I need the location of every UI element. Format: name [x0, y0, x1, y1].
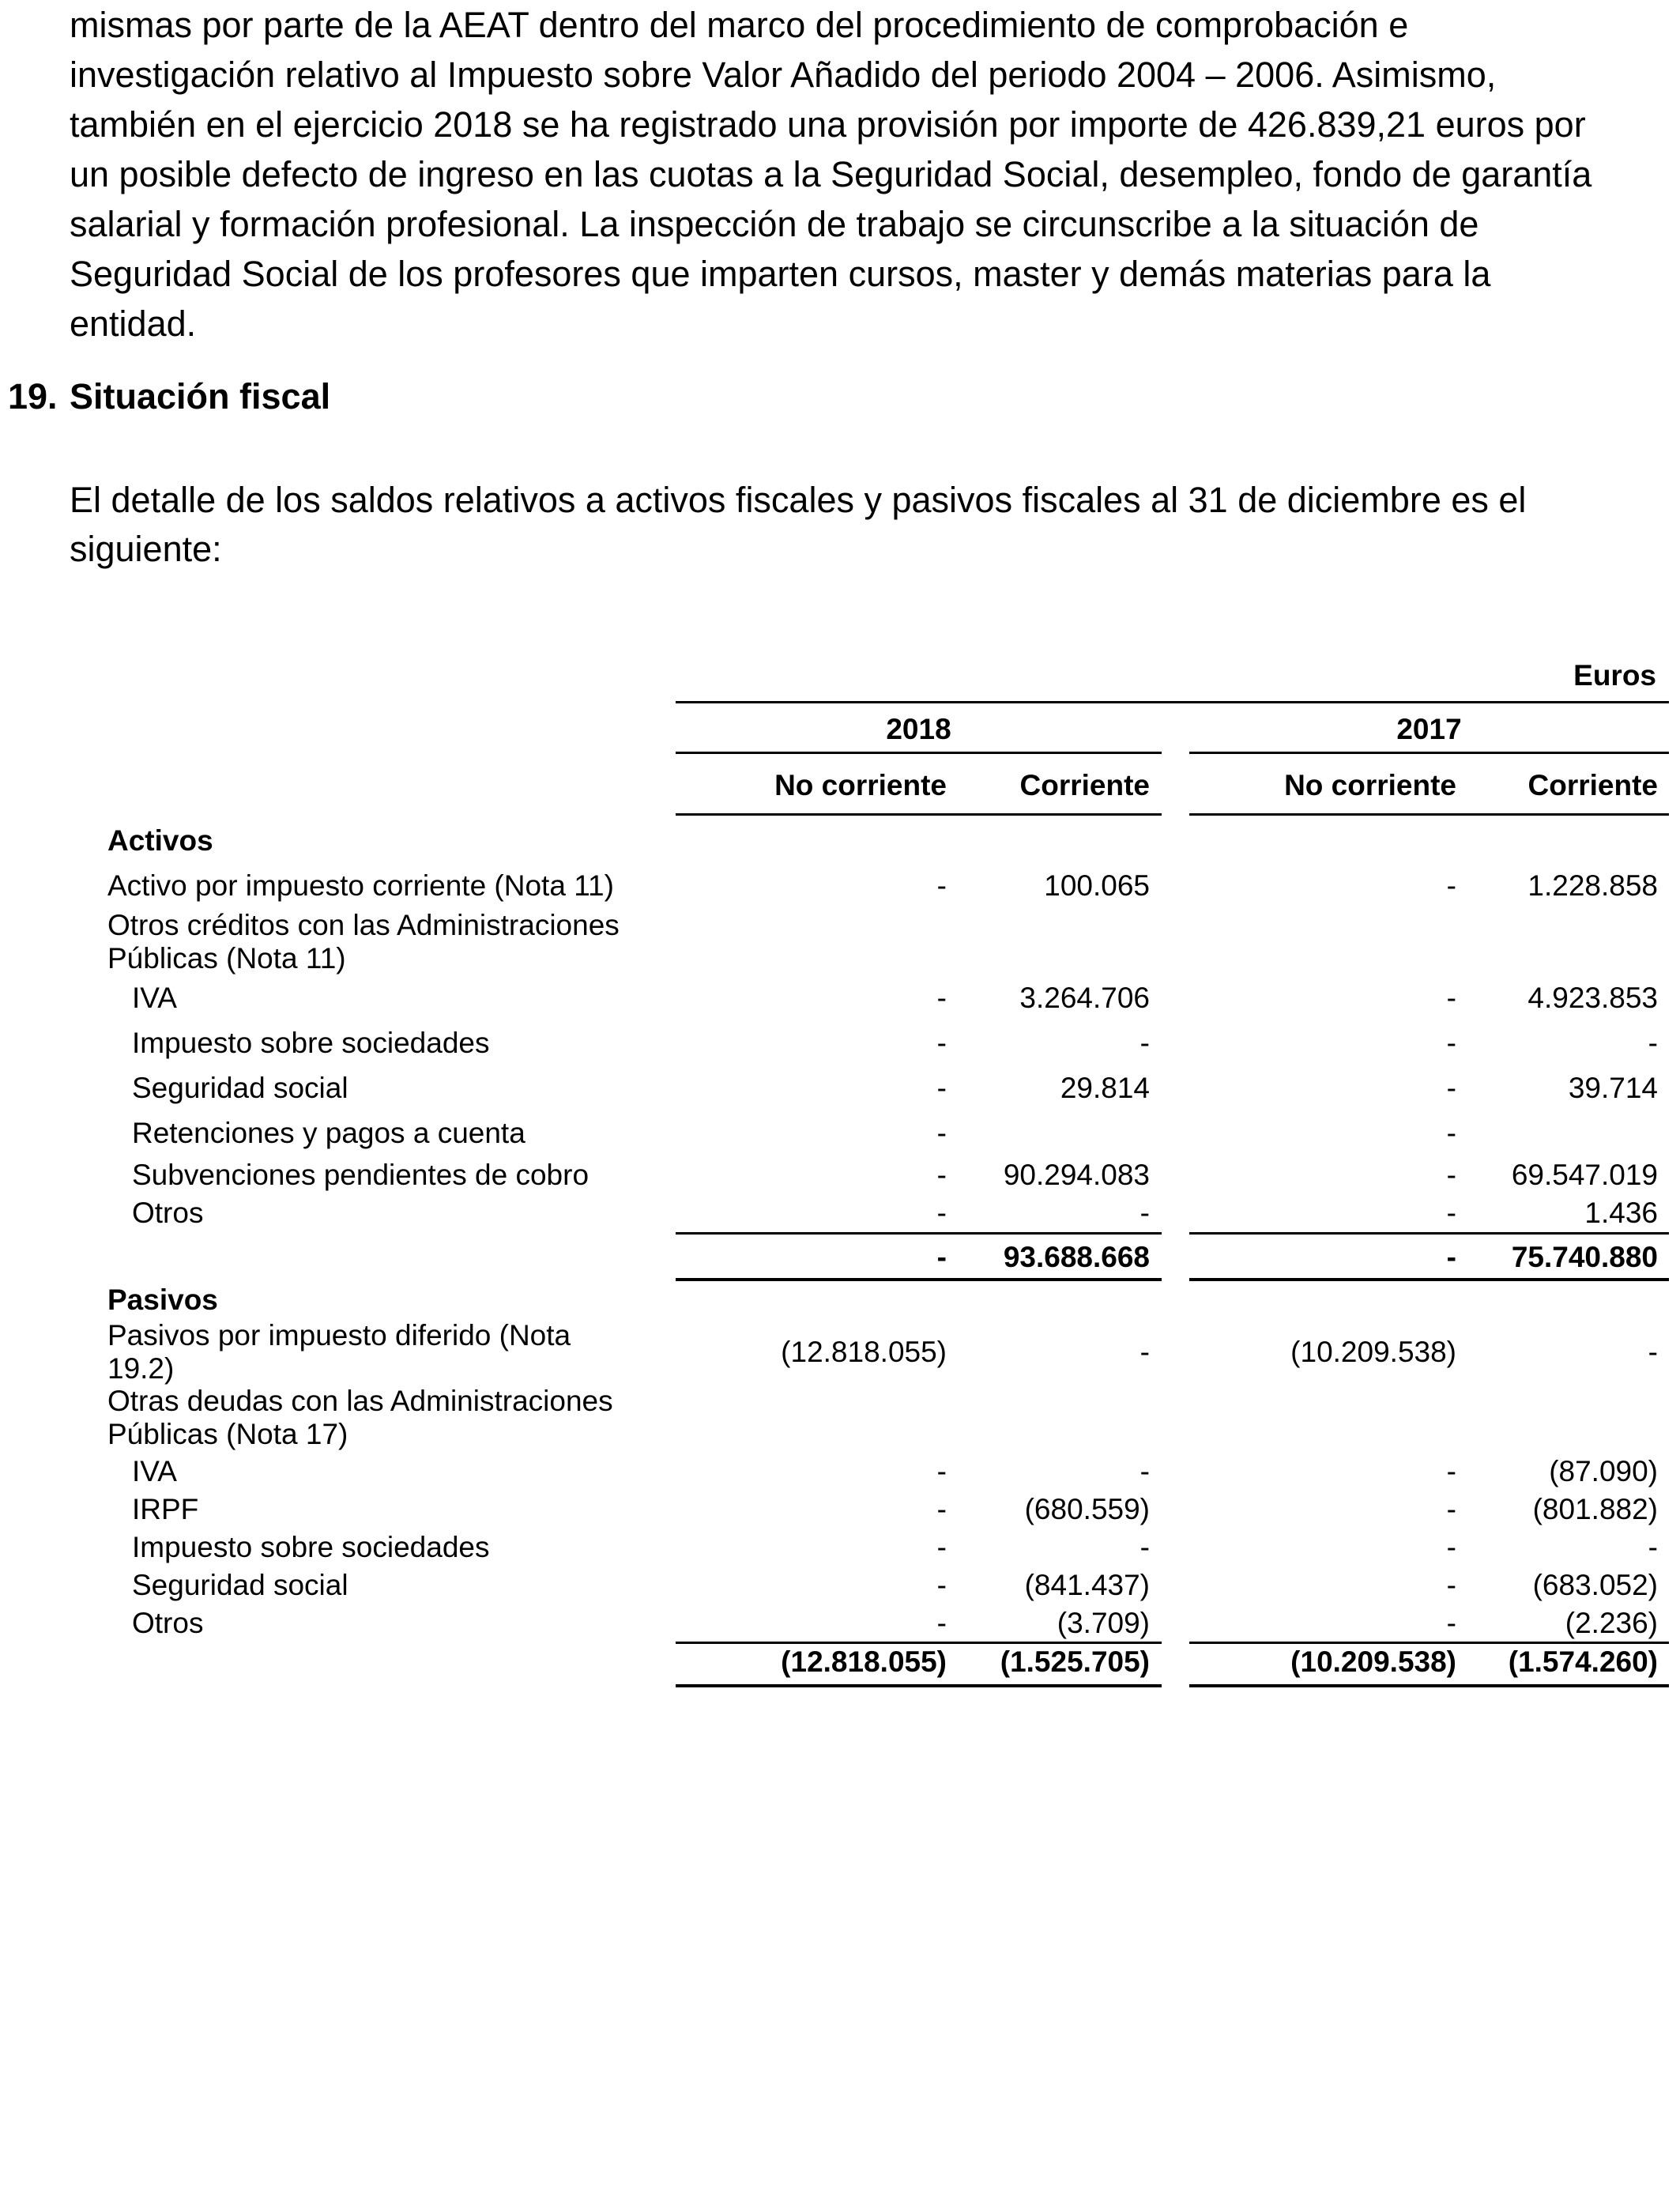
group-label: Públicas (Nota 11) [107, 942, 346, 974]
cell-value: - [936, 1493, 947, 1525]
year-2017: 2017 [1396, 713, 1462, 745]
cell-value: 100.065 [1044, 869, 1150, 902]
activos-double-rule-2017 [1189, 1278, 1669, 1281]
cell-value: - [936, 1072, 947, 1104]
cell-value: - [1648, 1336, 1658, 1368]
group-label: Otras deudas con las Administraciones [107, 1385, 613, 1417]
paragraph-line: un posible defecto de ingreso en las cuotas a la Seguridad Social, desempleo, fondo de garantía [70, 154, 1592, 194]
cell-value: - [1446, 869, 1456, 902]
row-label: Impuesto sobre sociedades [132, 1531, 490, 1563]
cell-value: - [1648, 1531, 1658, 1563]
cell-value: - [1446, 1455, 1456, 1487]
col-header-corriente-2018: Corriente [1019, 769, 1150, 801]
cell-value: - [1648, 1027, 1658, 1059]
cell-value: 1.436 [1584, 1197, 1658, 1229]
cell-value: - [1446, 1569, 1456, 1601]
year-rule-2018 [676, 752, 1162, 754]
pasivos-label: Pasivos [107, 1284, 218, 1316]
row-label: Activo por impuesto corriente (Nota 11) [107, 869, 614, 902]
cell-value: - [936, 1531, 947, 1563]
cell-value: - [936, 869, 947, 902]
cell-value: (2.236) [1565, 1607, 1658, 1639]
cell-value: - [1446, 1607, 1456, 1639]
paragraph-line: también en el ejercicio 2018 se ha registrado una provisión por importe de 426.839,21 euros por [70, 104, 1586, 145]
row-label: IVA [132, 982, 177, 1014]
cell-value: - [936, 982, 947, 1014]
cell-value: 39.714 [1568, 1072, 1658, 1104]
paragraph-line: investigación relativo al Impuesto sobre Valor Añadido del periodo 2004 – 2006. Asimismo, [70, 55, 1497, 95]
cell-value: 29.814 [1060, 1072, 1150, 1104]
cell-value: (841.437) [1024, 1569, 1150, 1601]
year-2018: 2018 [886, 713, 951, 745]
cell-value: (683.052) [1532, 1569, 1658, 1601]
row-label: 19.2) [107, 1352, 175, 1385]
paragraph-line: salarial y formación profesional. La inspección de trabajo se circunscribe a la situación de [70, 204, 1479, 244]
cell-value: (12.818.055) [781, 1336, 947, 1368]
row-label: IVA [132, 1455, 177, 1487]
cell-value: - [936, 1455, 947, 1487]
activos-double-rule-2018 [676, 1278, 1162, 1281]
cell-value: (801.882) [1532, 1493, 1658, 1525]
row-label: Seguridad social [132, 1569, 348, 1601]
activos-total: - [936, 1241, 947, 1273]
section-title: Situación fiscal [70, 376, 331, 417]
cell-value: - [1139, 1197, 1150, 1229]
row-label: Otros [132, 1197, 204, 1229]
cell-value: - [1446, 1159, 1456, 1191]
cell-value: - [1139, 1531, 1150, 1563]
pasivos-total-rule-2017 [1189, 1642, 1669, 1644]
cell-value: - [1446, 1197, 1456, 1229]
pasivos-total: (12.818.055) [781, 1646, 947, 1678]
cell-value: 3.264.706 [1019, 982, 1150, 1014]
subheader-rule-2017 [1189, 813, 1669, 816]
paragraph-line: mismas por parte de la AEAT dentro del marco del procedimiento de comprobación e [70, 5, 1409, 45]
paragraph-line: Seguridad Social de los profesores que imparten cursos, master y demás materias para la [70, 254, 1491, 294]
year-rule-2017 [1189, 752, 1669, 754]
intro-line: siguiente: [70, 529, 222, 569]
cell-value: (3.709) [1057, 1607, 1150, 1639]
cell-value: - [1446, 982, 1456, 1014]
pasivos-total-rule-2018 [676, 1642, 1162, 1644]
cell-value: (10.209.538) [1290, 1336, 1456, 1368]
subheader-rule-2018 [676, 813, 1162, 816]
row-label: Pasivos por impuesto diferido (Nota [107, 1319, 571, 1351]
cell-value: - [1446, 1117, 1456, 1149]
unit-label: Euros [1573, 659, 1656, 692]
row-label: Subvenciones pendientes de cobro [132, 1159, 590, 1191]
activos-total: 93.688.668 [1003, 1241, 1150, 1273]
cell-value: 1.228.858 [1527, 869, 1658, 902]
cell-value: - [1446, 1531, 1456, 1563]
cell-value: - [1139, 1027, 1150, 1059]
row-label: Otros [132, 1607, 204, 1639]
pasivos-double-rule-2017 [1189, 1684, 1669, 1687]
cell-value: 4.923.853 [1527, 982, 1658, 1014]
cell-value: - [1446, 1493, 1456, 1525]
activos-total-rule-2018 [676, 1232, 1162, 1235]
cell-value: (680.559) [1024, 1493, 1150, 1525]
cell-value: - [936, 1027, 947, 1059]
header-rule [676, 701, 1669, 703]
col-header-corriente-2017: Corriente [1527, 769, 1658, 801]
group-label: Públicas (Nota 17) [107, 1418, 348, 1450]
row-label: Impuesto sobre sociedades [132, 1027, 490, 1059]
paragraph-line: entidad. [70, 303, 197, 344]
col-header-no-corriente-2018: No corriente [774, 769, 947, 801]
cell-value: - [1139, 1455, 1150, 1487]
pasivos-total: (1.574.260) [1508, 1646, 1658, 1678]
cell-value: - [1446, 1027, 1456, 1059]
cell-value: - [936, 1159, 947, 1191]
intro-line: El detalle de los saldos relativos a activos fiscales y pasivos fiscales al 31 de diciembre es el [70, 480, 1527, 520]
activos-total: - [1446, 1241, 1456, 1273]
col-header-no-corriente-2017: No corriente [1284, 769, 1456, 801]
cell-value: 90.294.083 [1003, 1159, 1150, 1191]
activos-total: 75.740.880 [1511, 1241, 1658, 1273]
section-number: 19. [8, 376, 58, 417]
pasivos-total: (1.525.705) [1000, 1646, 1150, 1678]
cell-value: - [936, 1197, 947, 1229]
activos-label: Activos [107, 824, 213, 857]
row-label: Seguridad social [132, 1072, 348, 1104]
activos-total-rule-2017 [1189, 1232, 1669, 1235]
cell-value: 69.547.019 [1511, 1159, 1658, 1191]
pasivos-double-rule-2018 [676, 1684, 1162, 1687]
cell-value: - [936, 1569, 947, 1601]
group-label: Otros créditos con las Administraciones [107, 909, 620, 941]
row-label: Retenciones y pagos a cuenta [132, 1117, 525, 1149]
cell-value: (87.090) [1549, 1455, 1658, 1487]
cell-value: - [936, 1117, 947, 1149]
cell-value: - [1139, 1336, 1150, 1368]
cell-value: - [936, 1607, 947, 1639]
pasivos-total: (10.209.538) [1290, 1646, 1456, 1678]
cell-value: - [1446, 1072, 1456, 1104]
row-label: IRPF [132, 1493, 199, 1525]
